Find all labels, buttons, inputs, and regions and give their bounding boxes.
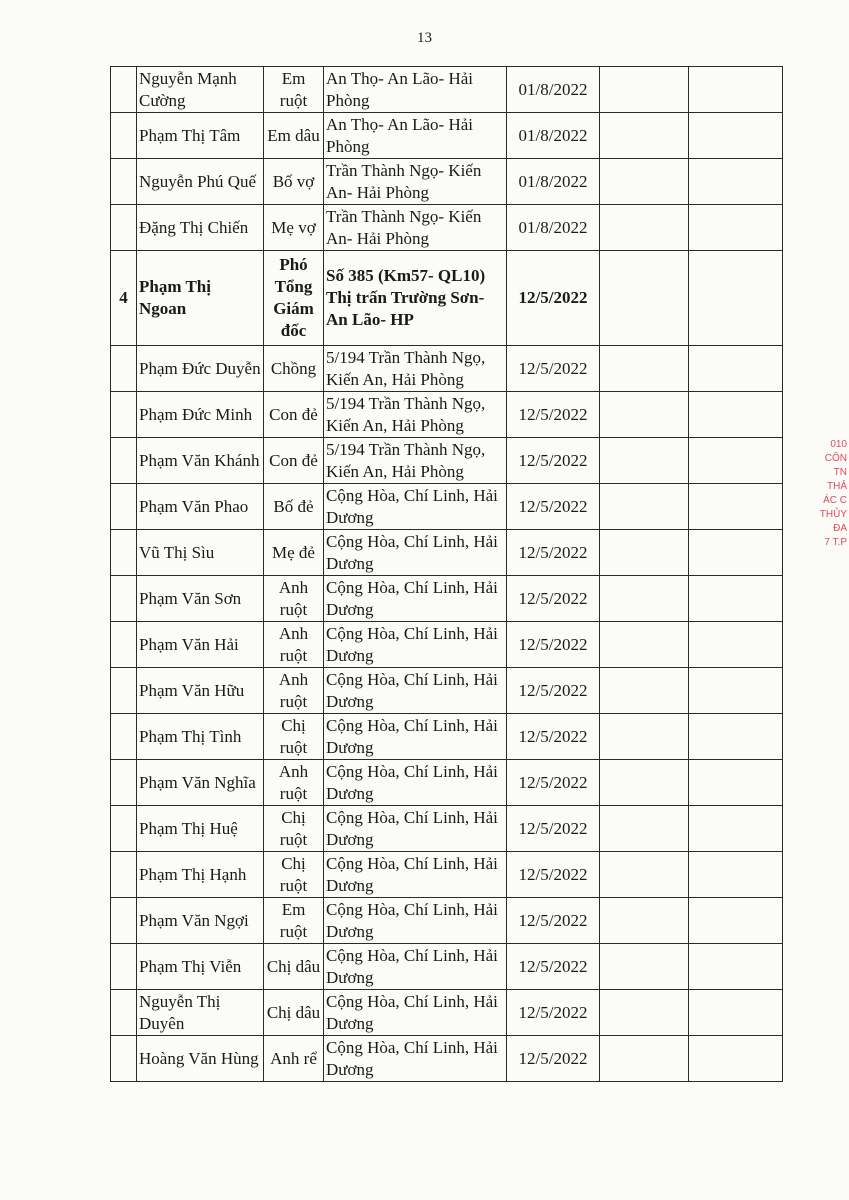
cell-stt — [111, 530, 137, 576]
table-row — [111, 852, 783, 898]
cell-date: 12/5/2022 — [507, 714, 600, 760]
cell-relation: Phó Tổng Giám đốc — [264, 251, 324, 346]
table-row — [111, 714, 783, 760]
cell-relation: Chị dâu — [264, 944, 324, 990]
cell-extra-2 — [689, 576, 783, 622]
cell-extra-2 — [689, 530, 783, 576]
table-row — [111, 990, 783, 1036]
cell-extra-1 — [600, 438, 689, 484]
cell-extra-2 — [689, 1036, 783, 1082]
cell-date: 01/8/2022 — [507, 67, 600, 113]
cell-relation: Bố vợ — [264, 159, 324, 205]
cell-name: Vũ Thị Sìu — [137, 530, 264, 576]
cell-extra-2 — [689, 714, 783, 760]
cell-name: Phạm Đức Duyễn — [137, 346, 264, 392]
table-row — [111, 159, 783, 205]
cell-stt — [111, 346, 137, 392]
cell-extra-1 — [600, 622, 689, 668]
cell-stt — [111, 714, 137, 760]
cell-extra-2 — [689, 806, 783, 852]
cell-relation: Em dâu — [264, 113, 324, 159]
cell-name: Phạm Thị Tình — [137, 714, 264, 760]
cell-address: 5/194 Trần Thành Ngọ, Kiến An, Hải Phòng — [324, 346, 507, 392]
cell-relation: Chị ruột — [264, 806, 324, 852]
cell-extra-2 — [689, 484, 783, 530]
seal-line: 010 — [830, 439, 847, 450]
cell-address: Cộng Hòa, Chí Linh, Hải Dương — [324, 898, 507, 944]
cell-extra-1 — [600, 530, 689, 576]
cell-date: 12/5/2022 — [507, 251, 600, 346]
cell-relation: Anh ruột — [264, 576, 324, 622]
cell-date: 12/5/2022 — [507, 438, 600, 484]
cell-extra-1 — [600, 205, 689, 251]
cell-extra-1 — [600, 392, 689, 438]
cell-extra-1 — [600, 852, 689, 898]
seal-text — [820, 438, 847, 550]
cell-name: Phạm Thị Viễn — [137, 944, 264, 990]
table-row — [111, 113, 783, 159]
cell-extra-2 — [689, 392, 783, 438]
cell-stt — [111, 438, 137, 484]
red-seal-stamp-fragment — [815, 434, 849, 594]
cell-stt — [111, 668, 137, 714]
cell-date: 12/5/2022 — [507, 944, 600, 990]
cell-relation: Anh ruột — [264, 668, 324, 714]
cell-name: Phạm Văn Hải — [137, 622, 264, 668]
cell-stt — [111, 576, 137, 622]
cell-date: 12/5/2022 — [507, 530, 600, 576]
cell-date: 01/8/2022 — [507, 205, 600, 251]
seal-line: ĐA — [833, 523, 847, 534]
seal-line: THẢ — [827, 481, 847, 492]
table-row — [111, 1036, 783, 1082]
cell-extra-2 — [689, 159, 783, 205]
table-row — [111, 760, 783, 806]
cell-stt — [111, 944, 137, 990]
cell-address: Cộng Hòa, Chí Linh, Hải Dương — [324, 714, 507, 760]
cell-relation: Anh ruột — [264, 622, 324, 668]
cell-address: An Thọ- An Lão- Hải Phòng — [324, 67, 507, 113]
cell-name: Phạm Văn Phao — [137, 484, 264, 530]
cell-name: Đặng Thị Chiến — [137, 205, 264, 251]
cell-stt — [111, 806, 137, 852]
cell-extra-1 — [600, 760, 689, 806]
cell-address: Cộng Hòa, Chí Linh, Hải Dương — [324, 1036, 507, 1082]
cell-address: Cộng Hòa, Chí Linh, Hải Dương — [324, 990, 507, 1036]
cell-stt — [111, 852, 137, 898]
cell-extra-2 — [689, 668, 783, 714]
cell-name: Phạm Thị Huệ — [137, 806, 264, 852]
cell-extra-2 — [689, 944, 783, 990]
cell-relation: Em ruột — [264, 898, 324, 944]
cell-relation: Con đẻ — [264, 392, 324, 438]
cell-extra-2 — [689, 990, 783, 1036]
cell-address: Cộng Hòa, Chí Linh, Hải Dương — [324, 944, 507, 990]
cell-name: Phạm Đức Minh — [137, 392, 264, 438]
cell-extra-1 — [600, 990, 689, 1036]
cell-stt — [111, 1036, 137, 1082]
cell-stt — [111, 898, 137, 944]
cell-address: Cộng Hòa, Chí Linh, Hải Dương — [324, 622, 507, 668]
cell-name: Phạm Thị Tâm — [137, 113, 264, 159]
cell-relation: Anh rể — [264, 1036, 324, 1082]
cell-date: 12/5/2022 — [507, 898, 600, 944]
table-row — [111, 392, 783, 438]
cell-extra-2 — [689, 622, 783, 668]
table-row — [111, 205, 783, 251]
cell-date: 12/5/2022 — [507, 668, 600, 714]
cell-relation: Mẹ đẻ — [264, 530, 324, 576]
table-row — [111, 622, 783, 668]
cell-date: 12/5/2022 — [507, 760, 600, 806]
cell-extra-1 — [600, 113, 689, 159]
cell-relation: Con đẻ — [264, 438, 324, 484]
cell-extra-2 — [689, 898, 783, 944]
cell-address: 5/194 Trần Thành Ngọ, Kiến An, Hải Phòng — [324, 392, 507, 438]
cell-date: 12/5/2022 — [507, 852, 600, 898]
cell-date: 12/5/2022 — [507, 392, 600, 438]
cell-extra-2 — [689, 760, 783, 806]
table-row — [111, 530, 783, 576]
cell-relation: Chồng — [264, 346, 324, 392]
cell-name: Phạm Văn Nghĩa — [137, 760, 264, 806]
cell-date: 12/5/2022 — [507, 1036, 600, 1082]
page-number: 13 — [417, 30, 432, 46]
cell-extra-1 — [600, 159, 689, 205]
cell-extra-1 — [600, 944, 689, 990]
cell-stt — [111, 760, 137, 806]
cell-address: Cộng Hòa, Chí Linh, Hải Dương — [324, 530, 507, 576]
cell-address: Trần Thành Ngọ- Kiến An- Hải Phòng — [324, 159, 507, 205]
table-row — [111, 576, 783, 622]
table-row — [111, 898, 783, 944]
cell-name: Nguyễn Phú Quế — [137, 159, 264, 205]
cell-extra-1 — [600, 714, 689, 760]
cell-extra-1 — [600, 346, 689, 392]
cell-date: 12/5/2022 — [507, 806, 600, 852]
cell-name: Phạm Thị Ngoan — [137, 251, 264, 346]
cell-extra-1 — [600, 484, 689, 530]
table-row — [111, 668, 783, 714]
cell-extra-2 — [689, 852, 783, 898]
cell-stt — [111, 622, 137, 668]
cell-address: Cộng Hòa, Chí Linh, Hải Dương — [324, 760, 507, 806]
cell-name: Phạm Văn Ngợi — [137, 898, 264, 944]
cell-date: 01/8/2022 — [507, 159, 600, 205]
cell-extra-2 — [689, 67, 783, 113]
cell-date: 01/8/2022 — [507, 113, 600, 159]
cell-address: An Thọ- An Lão- Hải Phòng — [324, 113, 507, 159]
table-body — [111, 67, 783, 1082]
cell-extra-2 — [689, 346, 783, 392]
cell-address: Trần Thành Ngọ- Kiến An- Hải Phòng — [324, 205, 507, 251]
cell-address: 5/194 Trần Thành Ngọ, Kiến An, Hải Phòng — [324, 438, 507, 484]
table-row — [111, 806, 783, 852]
cell-name: Phạm Văn Sơn — [137, 576, 264, 622]
cell-stt — [111, 159, 137, 205]
cell-extra-2 — [689, 438, 783, 484]
cell-extra-1 — [600, 67, 689, 113]
cell-stt — [111, 67, 137, 113]
cell-relation: Bố đẻ — [264, 484, 324, 530]
cell-relation: Chị ruột — [264, 852, 324, 898]
cell-extra-1 — [600, 251, 689, 346]
cell-date: 12/5/2022 — [507, 346, 600, 392]
cell-extra-1 — [600, 898, 689, 944]
cell-stt — [111, 113, 137, 159]
cell-address: Cộng Hòa, Chí Linh, Hải Dương — [324, 852, 507, 898]
table-row — [111, 944, 783, 990]
cell-address: Cộng Hòa, Chí Linh, Hải Dương — [324, 668, 507, 714]
cell-date: 12/5/2022 — [507, 576, 600, 622]
cell-stt — [111, 990, 137, 1036]
cell-date: 12/5/2022 — [507, 484, 600, 530]
cell-extra-2 — [689, 205, 783, 251]
cell-name: Phạm Văn Hữu — [137, 668, 264, 714]
cell-name: Phạm Thị Hạnh — [137, 852, 264, 898]
cell-relation: Chị dâu — [264, 990, 324, 1036]
cell-address: Số 385 (Km57- QL10) Thị trấn Trường Sơn- An Lão- HP — [324, 251, 507, 346]
seal-line: 7 T.P — [824, 537, 847, 548]
cell-relation: Mẹ vợ — [264, 205, 324, 251]
related-persons-table — [110, 66, 783, 1082]
cell-extra-2 — [689, 251, 783, 346]
cell-extra-1 — [600, 668, 689, 714]
cell-extra-2 — [689, 113, 783, 159]
cell-stt: 4 — [111, 251, 137, 346]
cell-name: Nguyễn Thị Duyên — [137, 990, 264, 1036]
seal-line: TN — [833, 467, 847, 478]
cell-relation: Anh ruột — [264, 760, 324, 806]
cell-date: 12/5/2022 — [507, 990, 600, 1036]
cell-name: Phạm Văn Khánh — [137, 438, 264, 484]
cell-name: Hoàng Văn Hùng — [137, 1036, 264, 1082]
table-row — [111, 346, 783, 392]
cell-extra-1 — [600, 576, 689, 622]
table-row-principal — [111, 251, 783, 346]
cell-address: Cộng Hòa, Chí Linh, Hải Dương — [324, 576, 507, 622]
seal-line: CÔN — [824, 453, 847, 464]
cell-stt — [111, 205, 137, 251]
cell-stt — [111, 484, 137, 530]
table-row — [111, 484, 783, 530]
table-row — [111, 67, 783, 113]
cell-address: Cộng Hòa, Chí Linh, Hải Dương — [324, 484, 507, 530]
cell-relation: Chị ruột — [264, 714, 324, 760]
cell-relation: Em ruột — [264, 67, 324, 113]
cell-date: 12/5/2022 — [507, 622, 600, 668]
seal-line: THỦY — [819, 509, 847, 520]
table-row — [111, 438, 783, 484]
cell-address: Cộng Hòa, Chí Linh, Hải Dương — [324, 806, 507, 852]
cell-name: Nguyễn Mạnh Cường — [137, 67, 264, 113]
cell-stt — [111, 392, 137, 438]
cell-extra-1 — [600, 806, 689, 852]
seal-line: ÁC C — [823, 495, 847, 506]
cell-extra-1 — [600, 1036, 689, 1082]
